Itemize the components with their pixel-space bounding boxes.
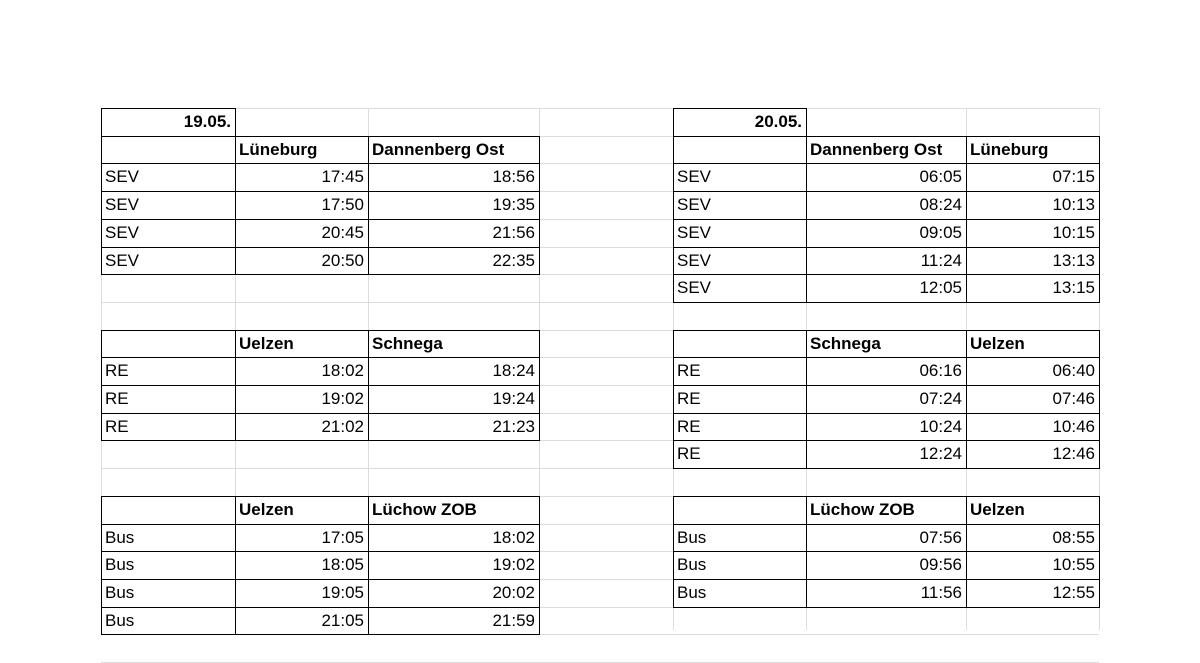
arrival-time-cell: 19:02	[492, 555, 535, 575]
departure-time-cell: 10:24	[919, 416, 962, 436]
departure-time-cell: 19:02	[321, 389, 364, 408]
destination-station-header: Uelzen	[970, 333, 1025, 353]
departure-time-cell: 07:56	[919, 527, 962, 547]
cell-border	[539, 551, 540, 580]
departure-time-cell: 09:56	[919, 555, 962, 575]
cell-border	[1099, 136, 1100, 164]
departure-time-cell: 06:05	[919, 167, 962, 187]
departure-time-cell: 20:45	[321, 222, 364, 242]
arrival-time-cell: 19:24	[492, 389, 535, 408]
cell-border	[101, 330, 102, 358]
arrival-time-cell: 21:59	[492, 610, 535, 630]
date-header: 19.05.	[183, 112, 231, 131]
cell-border	[1099, 524, 1100, 552]
cell-border	[101, 136, 236, 137]
origin-station-header: Uelzen	[239, 499, 294, 519]
destination-station-header: Lüneburg	[970, 139, 1049, 159]
departure-time-cell: 21:05	[321, 610, 364, 630]
date-header: 20.05.	[754, 112, 802, 131]
service-type-cell: Bus	[677, 555, 707, 575]
service-type-cell: RE	[105, 389, 129, 408]
origin-station-header: Schnega	[810, 333, 881, 353]
cell-border	[1099, 247, 1100, 275]
arrival-time-cell: 10:46	[1052, 416, 1095, 436]
service-type-cell: SEV	[677, 250, 712, 270]
cell-border	[539, 191, 540, 220]
departure-time-cell: 11:56	[920, 582, 962, 602]
arrival-time-cell: 13:13	[1052, 250, 1095, 270]
departure-time-cell: 17:50	[321, 195, 364, 215]
cell-border	[539, 219, 540, 248]
origin-station-header: Uelzen	[239, 333, 294, 353]
cell-border	[101, 136, 102, 164]
cell-border	[673, 496, 807, 497]
service-type-cell: RE	[677, 416, 701, 436]
departure-time-cell: 17:05	[321, 527, 364, 547]
arrival-time-cell: 07:15	[1052, 167, 1095, 187]
arrival-time-cell: 20:02	[492, 582, 535, 602]
service-type-cell: SEV	[105, 195, 140, 215]
arrival-time-cell: 07:46	[1052, 389, 1095, 408]
service-type-cell: RE	[677, 444, 701, 464]
arrival-time-cell: 18:02	[492, 527, 535, 547]
departure-time-cell: 19:05	[321, 582, 364, 602]
service-type-cell: SEV	[677, 222, 712, 242]
cell-border	[1099, 496, 1100, 525]
arrival-time-cell: 08:55	[1052, 527, 1095, 547]
arrival-time-cell: 06:40	[1052, 361, 1095, 381]
service-type-cell: Bus	[105, 555, 135, 575]
destination-station-header: Lüchow ZOB	[372, 499, 477, 519]
arrival-time-cell: 10:55	[1052, 555, 1095, 575]
service-type-cell: Bus	[677, 527, 707, 547]
cell-border	[673, 607, 807, 608]
service-type-cell: Bus	[105, 582, 135, 602]
arrival-time-cell: 10:13	[1052, 195, 1095, 215]
departure-time-cell: 17:45	[321, 167, 364, 187]
cell-border	[539, 413, 540, 441]
departure-time-cell: 08:24	[919, 195, 962, 215]
origin-station-header: Lüneburg	[239, 139, 318, 159]
cell-border	[1099, 551, 1100, 580]
service-type-cell: Bus	[105, 610, 135, 630]
cell-border	[539, 496, 540, 525]
arrival-time-cell: 22:35	[492, 250, 535, 270]
service-type-cell: RE	[105, 361, 129, 381]
departure-time-cell: 11:24	[920, 250, 962, 270]
cell-border	[539, 385, 540, 414]
destination-station-header: Schnega	[372, 333, 443, 353]
arrival-time-cell: 18:24	[492, 361, 535, 381]
arrival-time-cell: 18:56	[492, 167, 535, 187]
destination-station-header: Dannenberg Ost	[372, 139, 505, 159]
departure-time-cell: 18:02	[321, 361, 364, 381]
cell-border	[673, 496, 674, 525]
service-type-cell: SEV	[105, 222, 140, 242]
cell-border	[1099, 440, 1100, 469]
cell-border	[673, 136, 807, 137]
departure-time-cell: 12:24	[919, 444, 962, 464]
cell-border	[539, 163, 540, 192]
cell-border	[101, 496, 102, 525]
service-type-cell: Bus	[677, 582, 707, 602]
service-type-cell: SEV	[105, 167, 140, 187]
cell-border	[101, 330, 236, 331]
service-type-cell: SEV	[105, 250, 140, 270]
destination-station-header: Uelzen	[970, 499, 1025, 519]
cell-border	[966, 607, 1100, 608]
cell-border	[1099, 163, 1100, 192]
origin-station-header: Dannenberg Ost	[810, 139, 943, 159]
departure-time-cell: 09:05	[919, 222, 962, 242]
departure-time-cell: 20:50	[321, 250, 364, 270]
cell-border	[1099, 330, 1100, 358]
cell-border	[1099, 191, 1100, 220]
arrival-time-cell: 10:15	[1052, 222, 1095, 242]
service-type-cell: SEV	[677, 195, 712, 215]
cell-border	[1099, 385, 1100, 414]
departure-time-cell: 12:05	[919, 278, 962, 298]
cell-border	[539, 136, 540, 164]
arrival-time-cell: 21:56	[492, 222, 535, 242]
departure-time-cell: 07:24	[919, 389, 962, 408]
gridline	[101, 108, 1099, 109]
cell-border	[1099, 413, 1100, 441]
cell-border	[673, 330, 807, 331]
service-type-cell: RE	[677, 361, 701, 381]
departure-time-cell: 18:05	[321, 555, 364, 575]
arrival-time-cell: 21:23	[492, 416, 535, 436]
cell-border	[673, 330, 674, 358]
cell-border	[539, 247, 540, 275]
cell-border	[235, 108, 236, 137]
arrival-time-cell: 19:35	[492, 195, 535, 215]
cell-border	[539, 330, 540, 358]
arrival-time-cell: 12:55	[1052, 582, 1095, 602]
cell-border	[1099, 357, 1100, 386]
cell-border	[806, 108, 807, 137]
cell-border	[539, 524, 540, 552]
service-type-cell: RE	[677, 389, 701, 408]
cell-border	[539, 357, 540, 386]
service-type-cell: SEV	[677, 278, 712, 298]
service-type-cell: RE	[105, 416, 129, 436]
arrival-time-cell: 13:15	[1052, 278, 1095, 298]
cell-border	[539, 607, 540, 635]
service-type-cell: SEV	[677, 167, 712, 187]
service-type-cell: Bus	[105, 527, 135, 547]
cell-border	[1099, 219, 1100, 248]
cell-border	[1099, 274, 1100, 303]
cell-border	[806, 607, 967, 608]
departure-time-cell: 21:02	[321, 416, 364, 436]
cell-border	[1099, 579, 1100, 608]
origin-station-header: Lüchow ZOB	[810, 499, 915, 519]
cell-border	[673, 136, 674, 164]
arrival-time-cell: 12:46	[1052, 444, 1095, 464]
cell-border	[539, 579, 540, 608]
cell-border	[101, 496, 236, 497]
departure-time-cell: 06:16	[919, 361, 962, 381]
